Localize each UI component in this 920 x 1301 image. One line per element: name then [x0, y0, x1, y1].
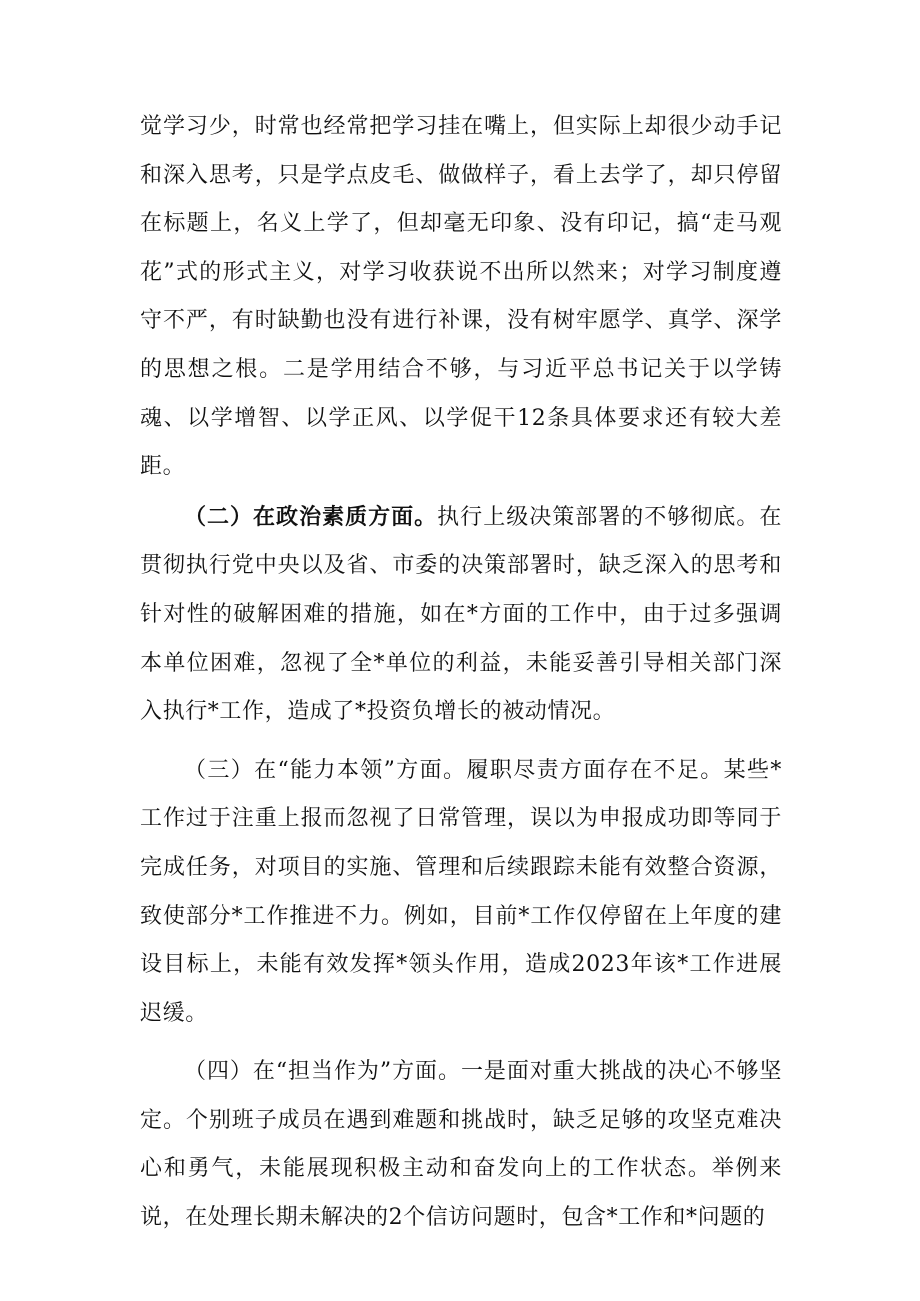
paragraph-2 [140, 493, 782, 737]
paragraph-4: （四）在“担当作为”方面。一是面对重大挑战的决心不够坚定。个别班子成员在遇到难题和挑战时，缺乏足够的攻坚克难决心和勇气，未能展现积极主动和奋发向上的工作状态。举例来说，在处理长期未解决的2个信访问题时，包含*工作和*问题的 [140, 1059, 782, 1231]
paragraph-2-body: 执行上级决策部署的不够彻底。在贯彻执行党中央以及省、市委的决策部署时，缺乏深入的思考和针对性的破解困难的措施，如在*方面的工作中，由于过多强调本单位困难，忽视了全*单位的利益，未能妥善引导相关部门深入执行*工作，造成了*投资负增长的被动情况。 [140, 504, 782, 725]
paragraph-3: （三）在“能力本领”方面。履职尽责方面存在不足。某些*工作过于注重上报而忽视了日常管理，误以为申报成功即等同于完成任务，对项目的实施、管理和后续跟踪未能有效整合资源，致使部分*工作推进不力。例如，目前*工作仅停留在上年度的建设目标上，未能有效发挥*领头作用，造成2023年该*工作进展迟缓。 [140, 757, 782, 1026]
section-heading-political: （二）在政治素质方面。 [184, 503, 438, 530]
paragraph-1: 觉学习少，时常也经常把学习挂在嘴上，但实际上却很少动手记和深入思考，只是学点皮毛、做做样子，看上去学了，却只停留在标题上，名义上学了，但却毫无印象、没有印记，搞“走马观花”式的形式主义，对学习收获说不出所以然来；对学习制度遵守不严，有时缺勤也没有进行补课，没有树牢愿学、真学、深学的思想之根。二是学用结合不够，与习近平总书记关于以学铸魂、以学增智、以学正风、以学促干12条具体要求还有较大差距。 [140, 114, 782, 480]
